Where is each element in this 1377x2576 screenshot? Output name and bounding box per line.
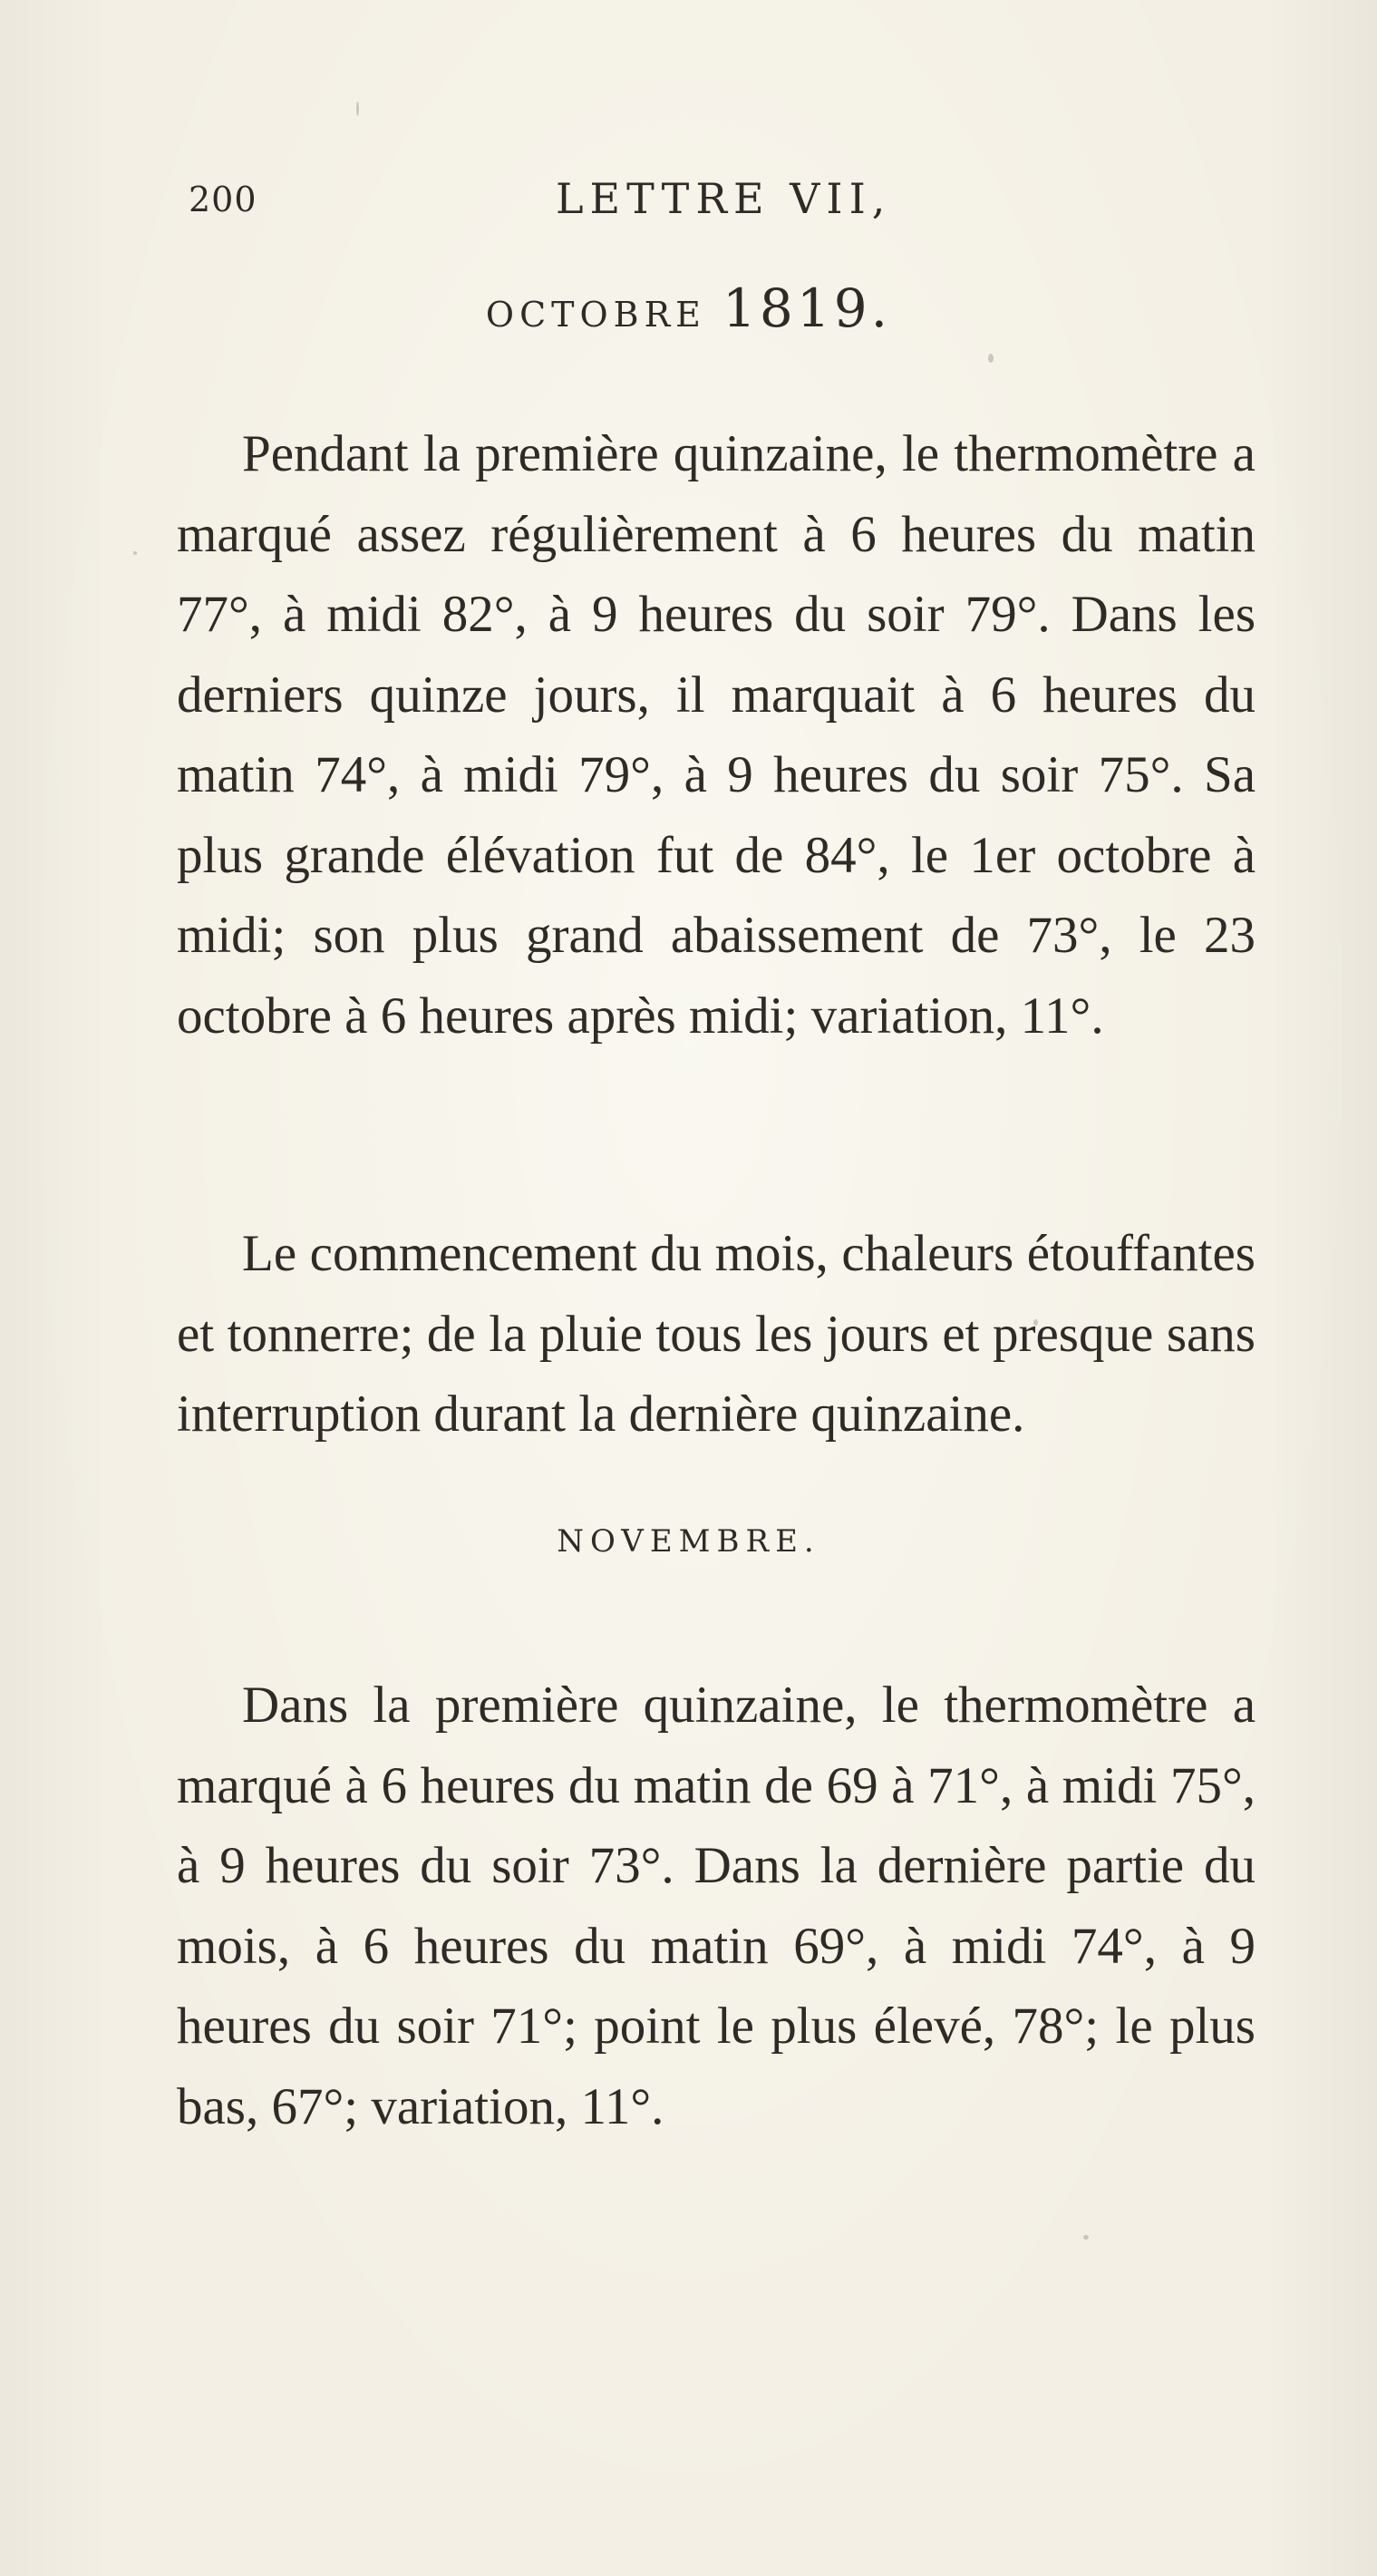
page-number: 200 <box>189 180 257 219</box>
paper-speck <box>133 551 137 555</box>
paper-speck <box>988 354 994 363</box>
running-title: LETTRE VII, <box>556 174 892 223</box>
paragraph-october-weather: Le commencement du mois, chaleurs étouffantes et tonnerre; de la pluie tous les jours et presque sans interruption durant la dernière quinzaine. <box>177 1225 1256 1443</box>
paper-speck <box>1083 2235 1089 2240</box>
paper-speck <box>356 102 359 116</box>
paragraph-october-temperatures: Pendant la première quinzaine, le thermomètre a marqué assez régulièrement à 6 heures du matin 77°, à midi 82°, à 9 heures du soir 79°. Dans les derniers quinze jours, il marquait à 6 heures du matin 74°, à midi 79°, à 9 heures du soir 75°. Sa plus grande élévation fut de 84°, le 1er octobre à midi; son plus grand abaissement de 73°, le 23 octobre à 6 heures après midi; variation, 11°. <box>177 425 1256 1045</box>
october-title-year: 1819. <box>722 277 892 339</box>
october-title-word: OCTOBRE <box>485 295 706 335</box>
page-header <box>189 174 1249 234</box>
section-title-november: NOVEMBRE. <box>557 1523 820 1560</box>
section-title-october <box>0 277 1377 339</box>
paragraph-november-temperatures: Dans la première quinzaine, le thermomètre a marqué à 6 heures du matin de 69 à 71°, à midi 75°, à 9 heures du soir 73°. Dans la dernière partie du mois, à 6 heures du matin 69°, à midi 74°, à 9 heures du soir 71°; point le plus élevé, 78°; le plus bas, 67°; variation, 11°. <box>177 1677 1256 2135</box>
